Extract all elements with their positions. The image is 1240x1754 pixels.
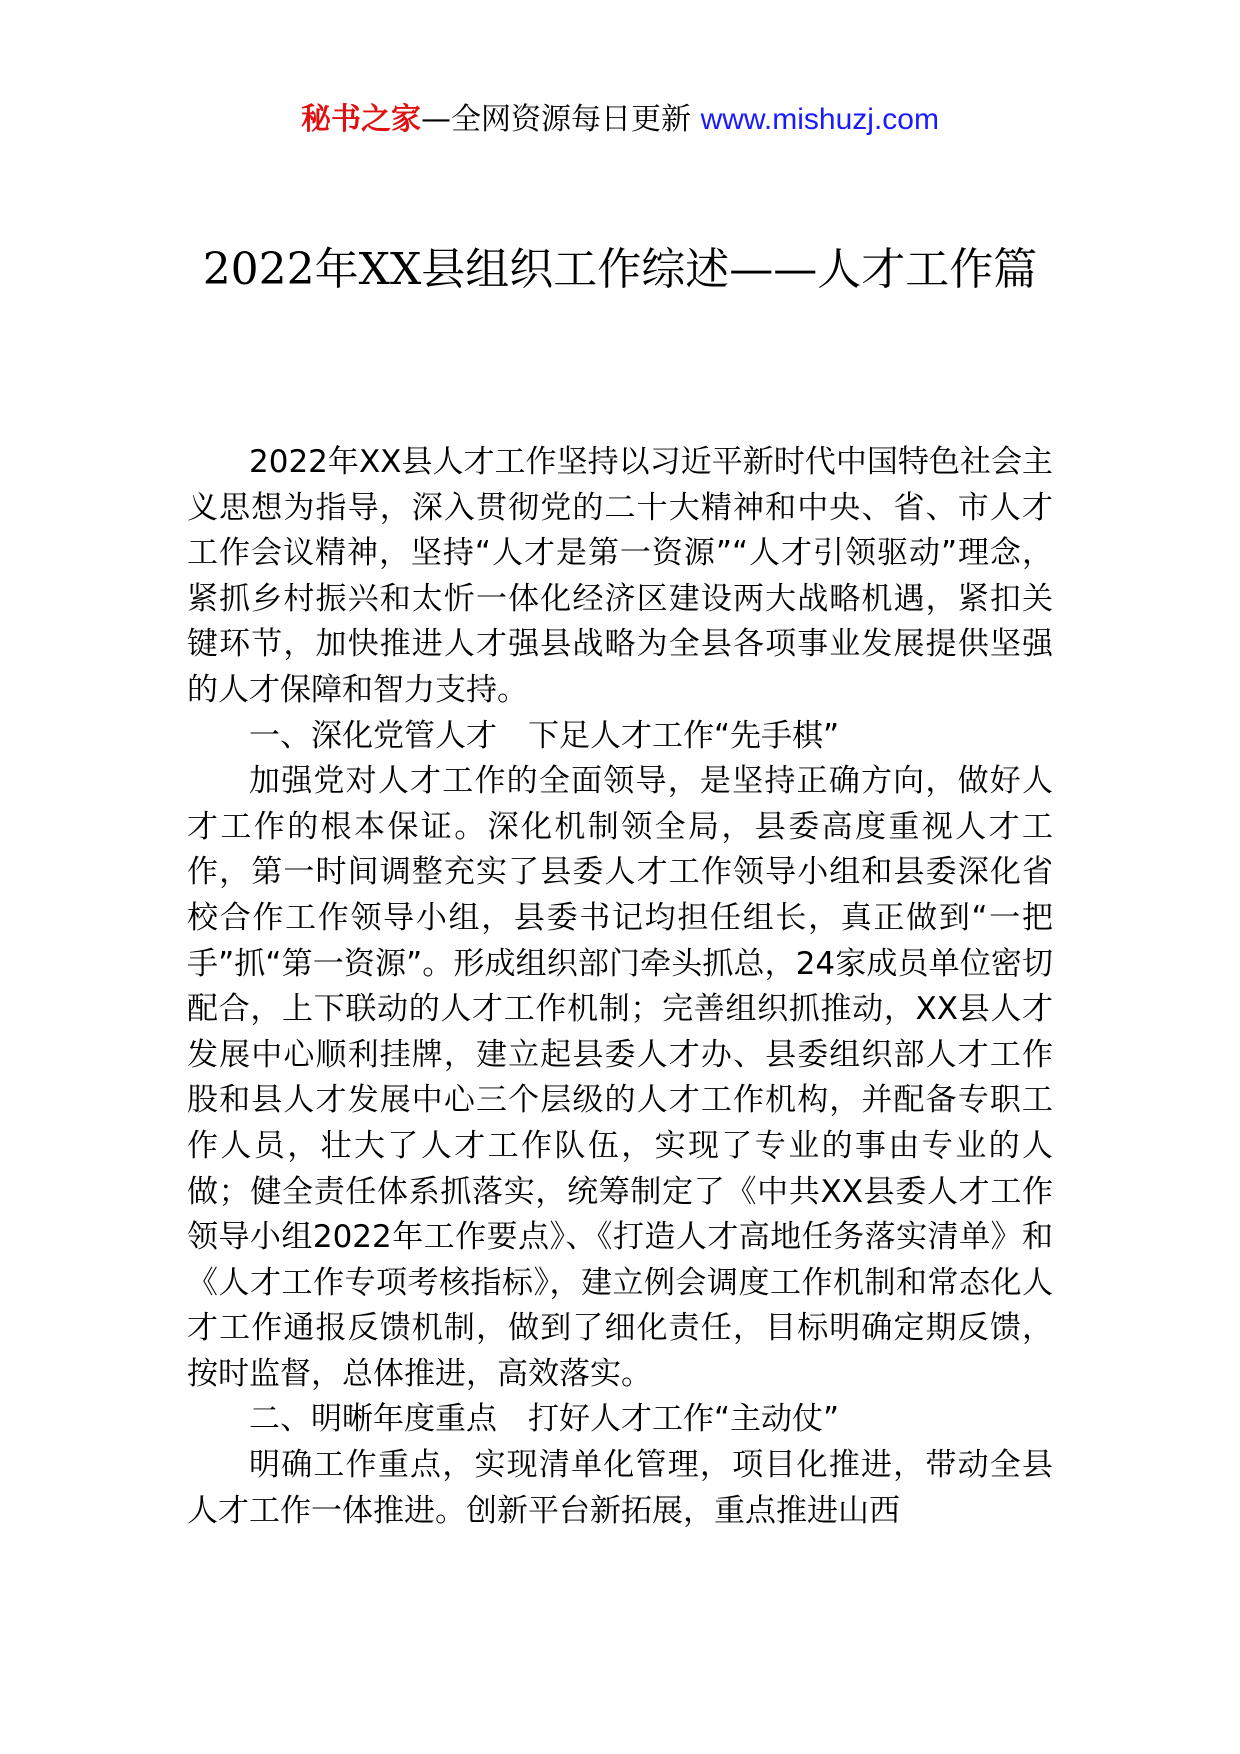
section-heading-2: 二、明晰年度重点 打好人才工作“主动仗” bbox=[249, 1401, 840, 1438]
brand-name: 秘书之家 bbox=[301, 102, 422, 137]
header-tagline: —全网资源每日更新 bbox=[421, 102, 692, 137]
section-heading-1: 一、深化党管人才 下足人才工作“先手棋” bbox=[249, 717, 840, 754]
section-2-paragraph: 明确工作重点，实现清单化管理，项目化推进，带动全县人才工作一体推进。创新平台新拓展，重点推进山西 bbox=[187, 1447, 1053, 1529]
document-title: 2022年XX县组织工作综述——人才工作篇 bbox=[202, 244, 1038, 295]
document-body bbox=[187, 440, 1053, 1534]
intro-paragraph: 2022年XX县人才工作坚持以习近平新时代中国特色社会主义思想为指导，深入贯彻党的二十大精神和中央、省、市人才工作会议精神，坚持“人才是第一资源”“人才引领驱动”理念，紧抓乡村振兴和太忻一体化经济区建设两大战略机遇，紧扣关键环节，加快推进人才强县战略为全县各项事业发展提供坚强的人才保障和智力支持。 bbox=[187, 444, 1053, 708]
section-1-paragraph: 加强党对人才工作的全面领导，是坚持正确方向，做好人才工作的根本保证。深化机制领全局，县委高度重视人才工作，第一时间调整充实了县委人才工作领导小组和县委深化省校合作工作领导小组，县委书记均担任组长，真正做到“一把手”抓“第一资源”。形成组织部门牵头抓总，24家成员单位密切配合，上下联动的人才工作机制；完善组织抓推动，XX县人才发展中心顺利挂牌，建立起县委人才办、县委组织部人才工作股和县人才发展中心三个层级的人才工作机构，并配备专职工作人员，壮大了人才工作队伍，实现了专业的事由专业的人做；健全责任体系抓落实，统筹制定了《中共XX县委人才工作领导小组2022年工作要点》、《打造人才高地任务落实清单》和《人才工作专项考核指标》，建立例会调度工作机制和常态化人才工作通报反馈机制，做到了细化责任，目标明确定期反馈，按时监督，总体推进，高效落实。 bbox=[187, 763, 1053, 1392]
page-header bbox=[0, 100, 1240, 140]
website-link[interactable]: www.mishuzj.com bbox=[700, 103, 939, 136]
